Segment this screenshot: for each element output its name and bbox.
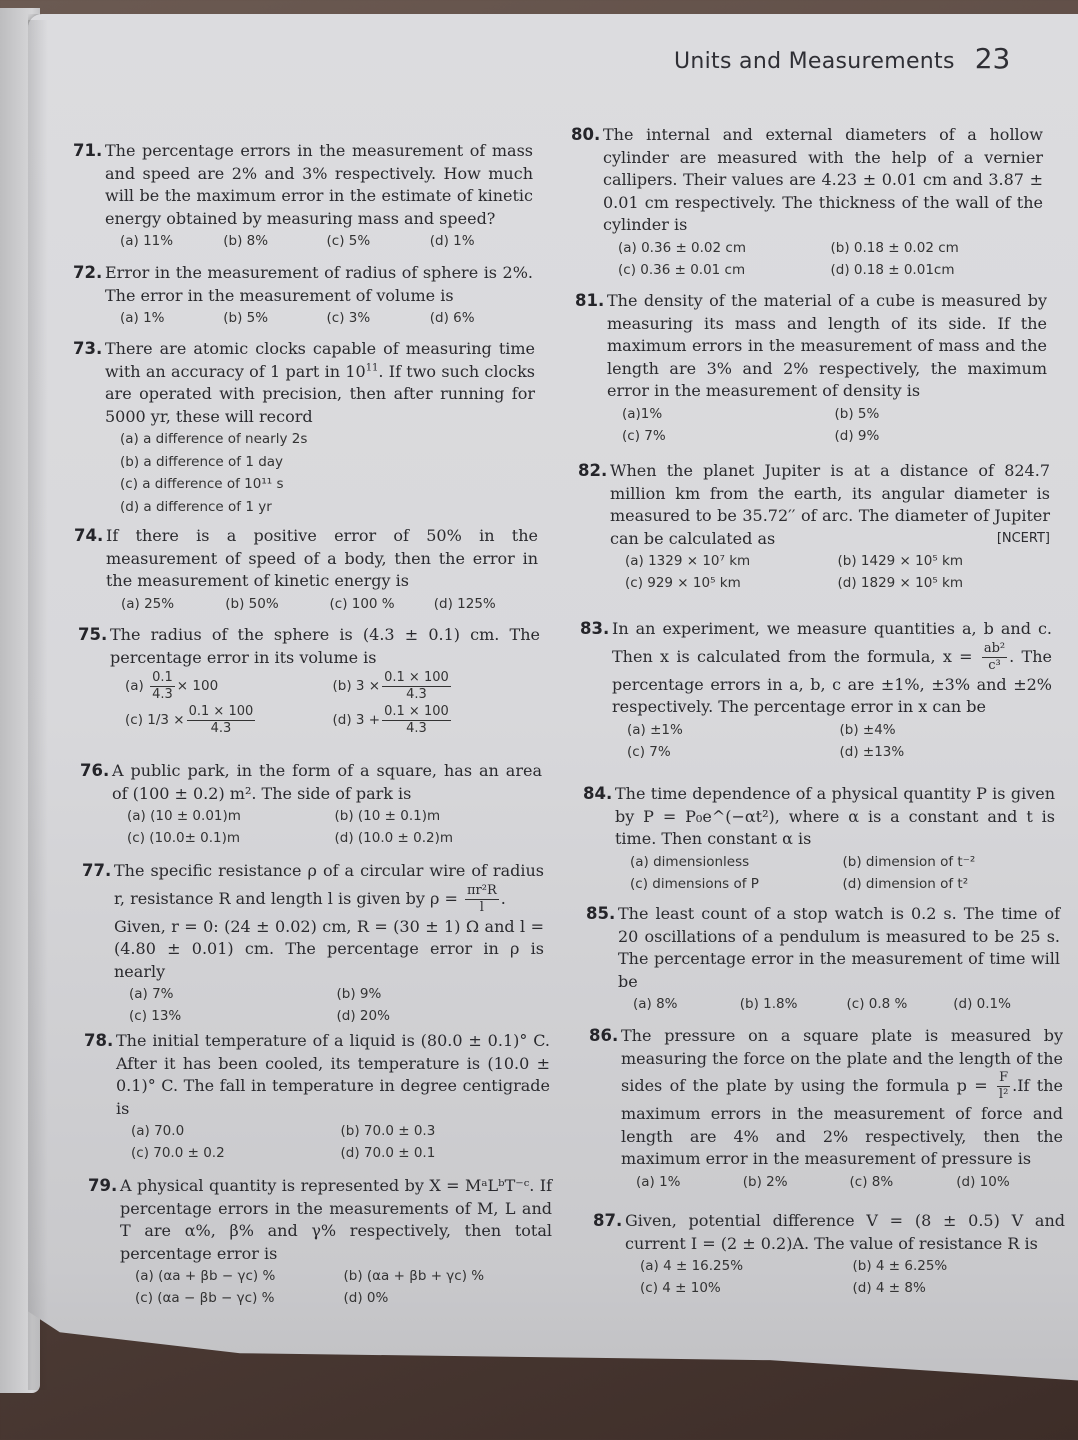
option-d: (d) 10%: [956, 1173, 1010, 1190]
option-a: (a) 4 ± 16.25%: [640, 1258, 744, 1274]
question-number: 82.: [578, 461, 608, 480]
page-gutter-shadow: [28, 20, 48, 1390]
question-text: The internal and external diameters of a hollow cylinder are measured with the help of a vernier callipers. Their values are 4.23 ± 0.01 cm and 3.87 ± 0.01 cm respectively. The thickness of the wall of the cylinder is: [603, 125, 1043, 234]
question-80: [571, 124, 1043, 281]
question-85: [586, 903, 1060, 1015]
option-a: (a) 25%: [121, 595, 175, 612]
option-c: (c) 0.36 ± 0.01 cm: [618, 261, 746, 278]
formula-pressure: $\frac{F}{\text{l²}}$: [998, 1070, 1009, 1102]
question-number: 84.: [583, 784, 613, 803]
option-c: (c) 4 ± 10%: [640, 1280, 721, 1296]
question-number: 72.: [73, 263, 103, 282]
question-number: 75.: [78, 625, 108, 644]
option-a: (a) dimensionless: [630, 853, 750, 870]
question-text: The radius of the sphere is (4.3 ± 0.1) cm. The percentage error in its volume is: [110, 625, 540, 667]
option-b: (b) 4 ± 6.25%: [852, 1258, 948, 1274]
option-b: (b) 1.8%: [739, 996, 798, 1012]
option-c: (c) 70.0 ± 0.2: [131, 1145, 225, 1161]
option-d: (d) ±13%: [839, 743, 905, 760]
option-b: (b) 8%: [223, 233, 269, 249]
option-d: (d) 0%: [343, 1290, 389, 1306]
question-83: [580, 618, 1052, 763]
question-number: 85.: [586, 904, 616, 923]
option-a: (a) ±1%: [627, 721, 683, 738]
option-a: (a) (αa + βb − γc) %: [135, 1268, 276, 1284]
option-d: (d) dimension of t²: [842, 875, 969, 892]
question-number: 87.: [593, 1211, 623, 1230]
option-c: (c) dimensions of P: [630, 875, 759, 892]
formula-x: $\frac{\text{ab²}}{\text{c³}}$: [983, 640, 1006, 673]
option-b: (b) 2%: [742, 1173, 788, 1190]
question-text: A public park, in the form of a square, has an area of (100 ± 0.2) m². The side of park is: [112, 761, 542, 803]
question-number: 77.: [82, 861, 112, 880]
option-a: (a) 11%: [120, 233, 174, 249]
option-d: (d) 1%: [429, 233, 475, 249]
option-a: (a) a difference of nearly 2s: [120, 431, 308, 447]
option-b: (b) 5%: [834, 405, 880, 422]
question-text: The initial temperature of a liquid is (80.0 ± 0.1)° C. After it has been cooled, its temperature is (10.0 ± 0.1)° C. The fall in temperature in degree centigrade is: [116, 1031, 550, 1118]
question-73: [73, 338, 535, 518]
question-number: 86.: [589, 1026, 619, 1045]
option-c: (c) 5%: [326, 233, 371, 249]
option-c: (c) 3%: [326, 310, 371, 326]
option-b: (b) 70.0 ± 0.3: [340, 1123, 436, 1139]
question-number: 73.: [73, 339, 103, 358]
option-b: (b) ±4%: [839, 721, 896, 738]
option-d: (d) 125%: [433, 595, 496, 612]
option-c: (c) 7%: [622, 427, 666, 444]
option-d: (d) 1829 × 10⁵ km: [837, 575, 963, 591]
question-82: [578, 460, 1050, 594]
question-text: If there is a positive error of 50% in the measurement of speed of a body, then the error in the measurement of kinetic energy is: [106, 526, 538, 590]
option-c: (c) (αa − βb − γc) %: [135, 1290, 275, 1306]
option-d: (d) 20%: [336, 1008, 390, 1024]
question-number: 80.: [571, 125, 601, 144]
option-a: (a) 8%: [633, 996, 678, 1012]
option-b: (b) a difference of 1 day: [120, 453, 284, 470]
option-b: (b) 5%: [223, 310, 269, 326]
option-a: (a) 70.0: [131, 1123, 185, 1139]
question-text: The percentage errors in the measurement of mass and speed are 2% and 3% respectively. How much will be the maximum error in the estimate of kinetic energy obtained by measuring mass and speed?: [105, 141, 533, 228]
page-number: 23: [974, 42, 1011, 75]
option-c: (c) 7%: [627, 743, 671, 760]
option-a: (a)1%: [622, 405, 663, 422]
question-text: The density of the material of a cube is measured by measuring its mass and length of its side. If the maximum errors in the measurement of mass and the length are 3% and 2% respectively, the maximum error in the measurement of density is: [607, 291, 1047, 400]
option-a: (a) 7%: [129, 986, 174, 1002]
option-b: (b) 50%: [225, 595, 279, 612]
option-b: (b) 1429 × 10⁵ km: [837, 553, 963, 569]
option-c: (c) (10.0± 0.1)m: [127, 830, 241, 846]
option-c: (c) 8%: [849, 1173, 894, 1190]
question-number: 71.: [73, 141, 103, 160]
question-text: The specific resistance ρ of a circular wire of radius r, resistance R and length l is given by ρ = $\frac{\text{πr²R}}{l}$ . Given, r = 0: (24 ± 0.02) cm, R = (30 ± 1) Ω and l = (4.80 ± 0.01) cm. The percentage error in ρ is nearly: [114, 861, 544, 981]
option-a: (a) 1%: [636, 1173, 681, 1190]
option-b: (b) (10 ± 0.1)m: [334, 808, 441, 824]
question-76: [80, 760, 542, 849]
question-79: [88, 1175, 552, 1309]
option-b: (b) (αa + βb + γc) %: [343, 1268, 485, 1284]
option-d: (d) 6%: [429, 310, 475, 326]
question-87: [593, 1210, 1065, 1299]
option-d: (d) 70.0 ± 0.1: [340, 1145, 436, 1161]
option-c: (c) 0.8 %: [846, 996, 908, 1012]
option-c: (c) 100 %: [329, 595, 395, 612]
option-c: (c) 13%: [129, 1008, 182, 1024]
option-a: (a) $\frac{0.1}{4.3}$ × 100: [125, 669, 219, 702]
question-text: The least count of a stop watch is 0.2 s. The time of 20 oscillations of a pendulum is measured to be 25 s. The percentage error in the measurement of time will be: [618, 904, 1060, 991]
question-71: [73, 140, 533, 252]
option-d: (d) 3 + $\frac{0.1 \times 100}{4.3}$: [332, 703, 449, 736]
question-text: In an experiment, we measure quantities a, b and c. Then x is calculated from the formula, x = $\frac{\text{ab²}}{\text{c³}}$ . The percentage errors in a, b, c are ±1%, ±3% and ±2% respectively. The percentage error in x can be: [612, 619, 1052, 716]
option-c: (c) 1/3 × $\frac{0.1 \times 100}{4.3}$: [125, 703, 254, 736]
question-81: [575, 290, 1047, 447]
question-72: [73, 262, 533, 329]
question-86: [589, 1025, 1064, 1193]
option-d: (d) a difference of 1 yr: [120, 498, 272, 515]
option-a: (a) 1%: [120, 310, 165, 326]
question-number: 76.: [80, 761, 110, 780]
question-text: A physical quantity is represented by X = MᵃLᵇT⁻ᶜ. If percentage errors in the measurements of M, L and T are α%, β% and γ% respectively, then total percentage error is: [120, 1176, 552, 1263]
question-number: 79.: [88, 1176, 118, 1195]
running-header: [674, 42, 1010, 75]
option-a: (a) (10 ± 0.01)m: [127, 808, 241, 824]
option-a: (a) 0.36 ± 0.02 cm: [618, 239, 746, 256]
option-d: (d) (10.0 ± 0.2)m: [334, 830, 454, 846]
question-75: [78, 624, 540, 737]
option-b: (b) 0.18 ± 0.02 cm: [830, 239, 959, 256]
question-74: [74, 525, 538, 615]
question-84: [583, 783, 1055, 895]
question-number: 83.: [580, 619, 610, 638]
question-77: [82, 860, 544, 1027]
option-d: (d) 9%: [834, 427, 880, 444]
option-d: (d) 0.18 ± 0.01cm: [830, 261, 955, 278]
option-c: (c) a difference of 10¹¹ s: [120, 476, 284, 492]
question-text: Given, potential difference V = (8 ± 0.5) V and current I = (2 ± 0.2)A. The value of resistance R is: [625, 1211, 1065, 1253]
question-78: [84, 1030, 550, 1164]
question-text: When the planet Jupiter is at a distance of 824.7 million km from the earth, its angular diameter is measured to be 35.72′′ of arc. The diameter of Jupiter can be calculated as [NCERT]: [610, 460, 1050, 550]
option-a: (a) 1329 × 10⁷ km: [625, 553, 751, 569]
option-d: (d) 0.1%: [953, 996, 1011, 1012]
option-d: (d) 4 ± 8%: [852, 1280, 926, 1296]
ncert-tag: [NCERT]: [996, 530, 1050, 546]
option-b: (b) dimension of t⁻²: [842, 853, 976, 870]
question-text: Error in the measurement of radius of sphere is 2%. The error in the measurement of volume is: [105, 263, 533, 305]
option-c: (c) 929 × 10⁵ km: [625, 575, 741, 591]
chapter-title: Units and Measurements: [674, 49, 955, 74]
formula-rho: $\frac{\text{πr²R}}{l}$: [467, 882, 497, 915]
option-b: (b) 3 × $\frac{0.1 \times 100}{4.3}$: [332, 669, 449, 702]
question-text: There are atomic clocks capable of measuring time with an accuracy of 1 part in $10^{11}$. If two such clocks are operated with precision, then after running for 5000 yr, these will record: [105, 339, 535, 426]
question-text: The time dependence of a physical quantity P is given by P = P₀e^(−αt²), where α is a constant and t is time. Then constant α is: [615, 784, 1055, 848]
question-number: 74.: [74, 526, 104, 545]
question-number: 78.: [84, 1031, 114, 1050]
question-number: 81.: [575, 291, 605, 310]
option-b: (b) 9%: [336, 986, 382, 1002]
question-text: The pressure on a square plate is measured by measuring the force on the plate and the length of the sides of the plate by using the formula p = $\frac{F}{\text{l²}}$ .If the maximum errors in the measurement of force and length are 4% and 2% respectively, then the maximum error in the measurement of pressure is: [621, 1026, 1064, 1168]
